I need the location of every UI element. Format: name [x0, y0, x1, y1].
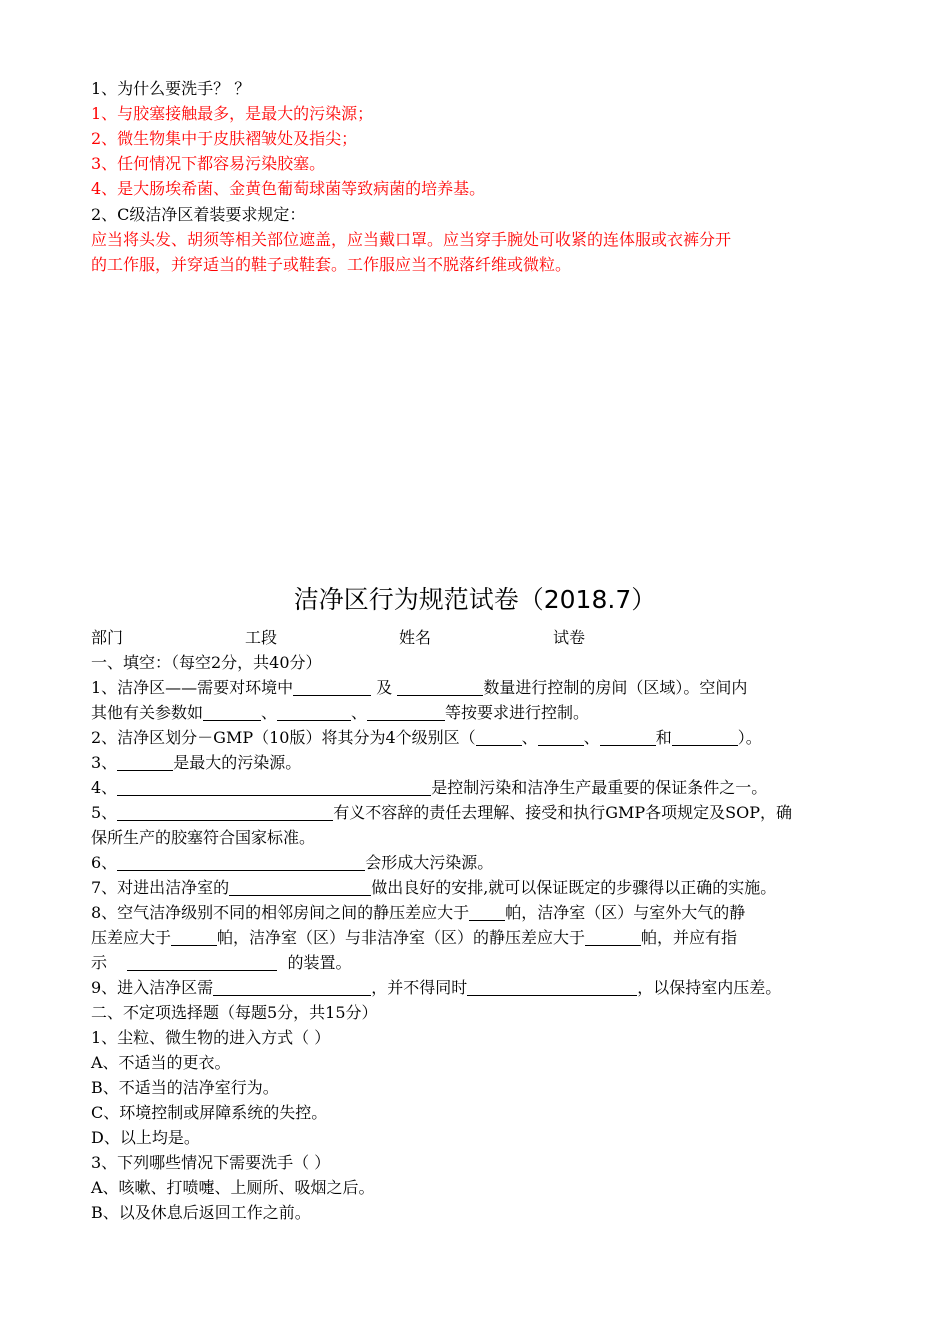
fill-question-6: 6、 会形成大污染源。: [91, 853, 494, 872]
choice-option-b[interactable]: B、以及休息后返回工作之前。: [91, 1203, 311, 1222]
choice-option-a[interactable]: A、咳嗽、打喷嚏、上厕所、吸烟之后。: [91, 1178, 375, 1197]
fill-question-8: 8、空气洁净级别不同的相邻房间之间的静压差应大于 帕，洁净室（区）与室外大气的静: [91, 903, 746, 922]
fill-question-9: 9、进入洁净区需 ，并不得同时 ，以保持室内压差。: [91, 978, 782, 997]
fill-question-8-cont2: 示 的装置。: [91, 953, 352, 972]
answer-blank[interactable]: [538, 727, 584, 746]
question-c-grade-dress: 2、C级洁净区着装要求规定：: [91, 205, 306, 224]
section-label: 工段: [245, 628, 278, 647]
answer-blank[interactable]: [600, 727, 656, 746]
answer-blank[interactable]: [277, 702, 351, 721]
answer-blank[interactable]: [213, 977, 371, 996]
answer-blank[interactable]: [469, 902, 505, 921]
exam-title: 洁净区行为规范试卷（2018.7）: [293, 585, 657, 614]
choice-option-d[interactable]: D、以上均是。: [91, 1128, 200, 1147]
fill-question-1: 1、洁净区——需要对环境中 及 数量进行控制的房间（区域）。空间内: [91, 678, 748, 697]
choice-option-c[interactable]: C、环境控制或屏障系统的失控。: [91, 1103, 328, 1122]
choice-option-a[interactable]: A、不适当的更衣。: [91, 1053, 231, 1072]
answer-blank[interactable]: [397, 677, 483, 696]
answer-blank[interactable]: [672, 727, 738, 746]
paper-label: 试卷: [553, 628, 586, 647]
answer-5-line2: 的工作服，并穿适当的鞋子或鞋套。工作服应当不脱落纤维或微粒。: [91, 255, 572, 274]
part2-header: 二、不定项选择题（每题5分，共15分）: [91, 1003, 378, 1022]
answer-blank[interactable]: [229, 877, 371, 896]
answer-blank[interactable]: [203, 702, 261, 721]
choice-question-3: 3、下列哪些情况下需要洗手（ ）: [91, 1153, 331, 1172]
answer-blank[interactable]: [117, 852, 365, 871]
fill-question-4: 4、 是控制污染和洁净生产最重要的保证条件之一。: [91, 778, 768, 797]
fill-question-7: 7、对进出洁净室的 做出良好的安排,就可以保证既定的步骤得以正确的实施。: [91, 878, 777, 897]
fill-question-2: 2、洁净区划分－GMP（10版）将其分为4个级别区（ 、 、 和 ）。: [91, 728, 762, 747]
answer-blank[interactable]: [585, 927, 641, 946]
answer-blank[interactable]: [476, 727, 522, 746]
answer-blank[interactable]: [367, 702, 445, 721]
dept-label: 部门: [91, 628, 124, 647]
answer-blank[interactable]: [117, 777, 431, 796]
fill-question-8-cont: 压差应大于 帕，洁净室（区）与非洁净室（区）的静压差应大于 帕，并应有指: [91, 928, 738, 947]
answer-blank[interactable]: [293, 677, 371, 696]
fill-question-5-cont: 保所生产的胶塞符合国家标准。: [91, 828, 316, 847]
answer-blank[interactable]: [171, 927, 217, 946]
part1-header: 一、填空：（每空2分，共40分）: [91, 653, 322, 672]
question-why-wash-hands: 1、为什么要洗手？ ？: [91, 79, 251, 98]
fill-question-1-cont: 其他有关参数如 、 、 等按要求进行控制。: [91, 703, 590, 722]
choice-option-b[interactable]: B、不适当的洁净室行为。: [91, 1078, 279, 1097]
choice-question-1: 1、尘粒、微生物的进入方式（ ）: [91, 1028, 331, 1047]
answer-blank[interactable]: [127, 952, 277, 971]
answer-4: 4、是大肠埃希菌、金黄色葡萄球菌等致病菌的培养基。: [91, 179, 486, 198]
fill-question-3: 3、 是最大的污染源。: [91, 753, 302, 772]
answer-5-line1: 应当将头发、胡须等相关部位遮盖，应当戴口罩。应当穿手腕处可收紧的连体服或衣裤分开: [91, 230, 732, 249]
answer-blank[interactable]: [117, 752, 173, 771]
answer-2: 2、微生物集中于皮肤褶皱处及指尖；: [91, 129, 358, 148]
answer-1: 1、与胶塞接触最多，是最大的污染源；: [91, 104, 374, 123]
answer-blank[interactable]: [117, 802, 333, 821]
name-label: 姓名: [399, 628, 432, 647]
exam-info-row: [91, 626, 585, 650]
answer-blank[interactable]: [467, 977, 637, 996]
answer-3: 3、任何情况下都容易污染胶塞。: [91, 154, 326, 173]
fill-question-5: 5、 有义不容辞的责任去理解、接受和执行GMP各项规定及SOP，确: [91, 803, 792, 822]
